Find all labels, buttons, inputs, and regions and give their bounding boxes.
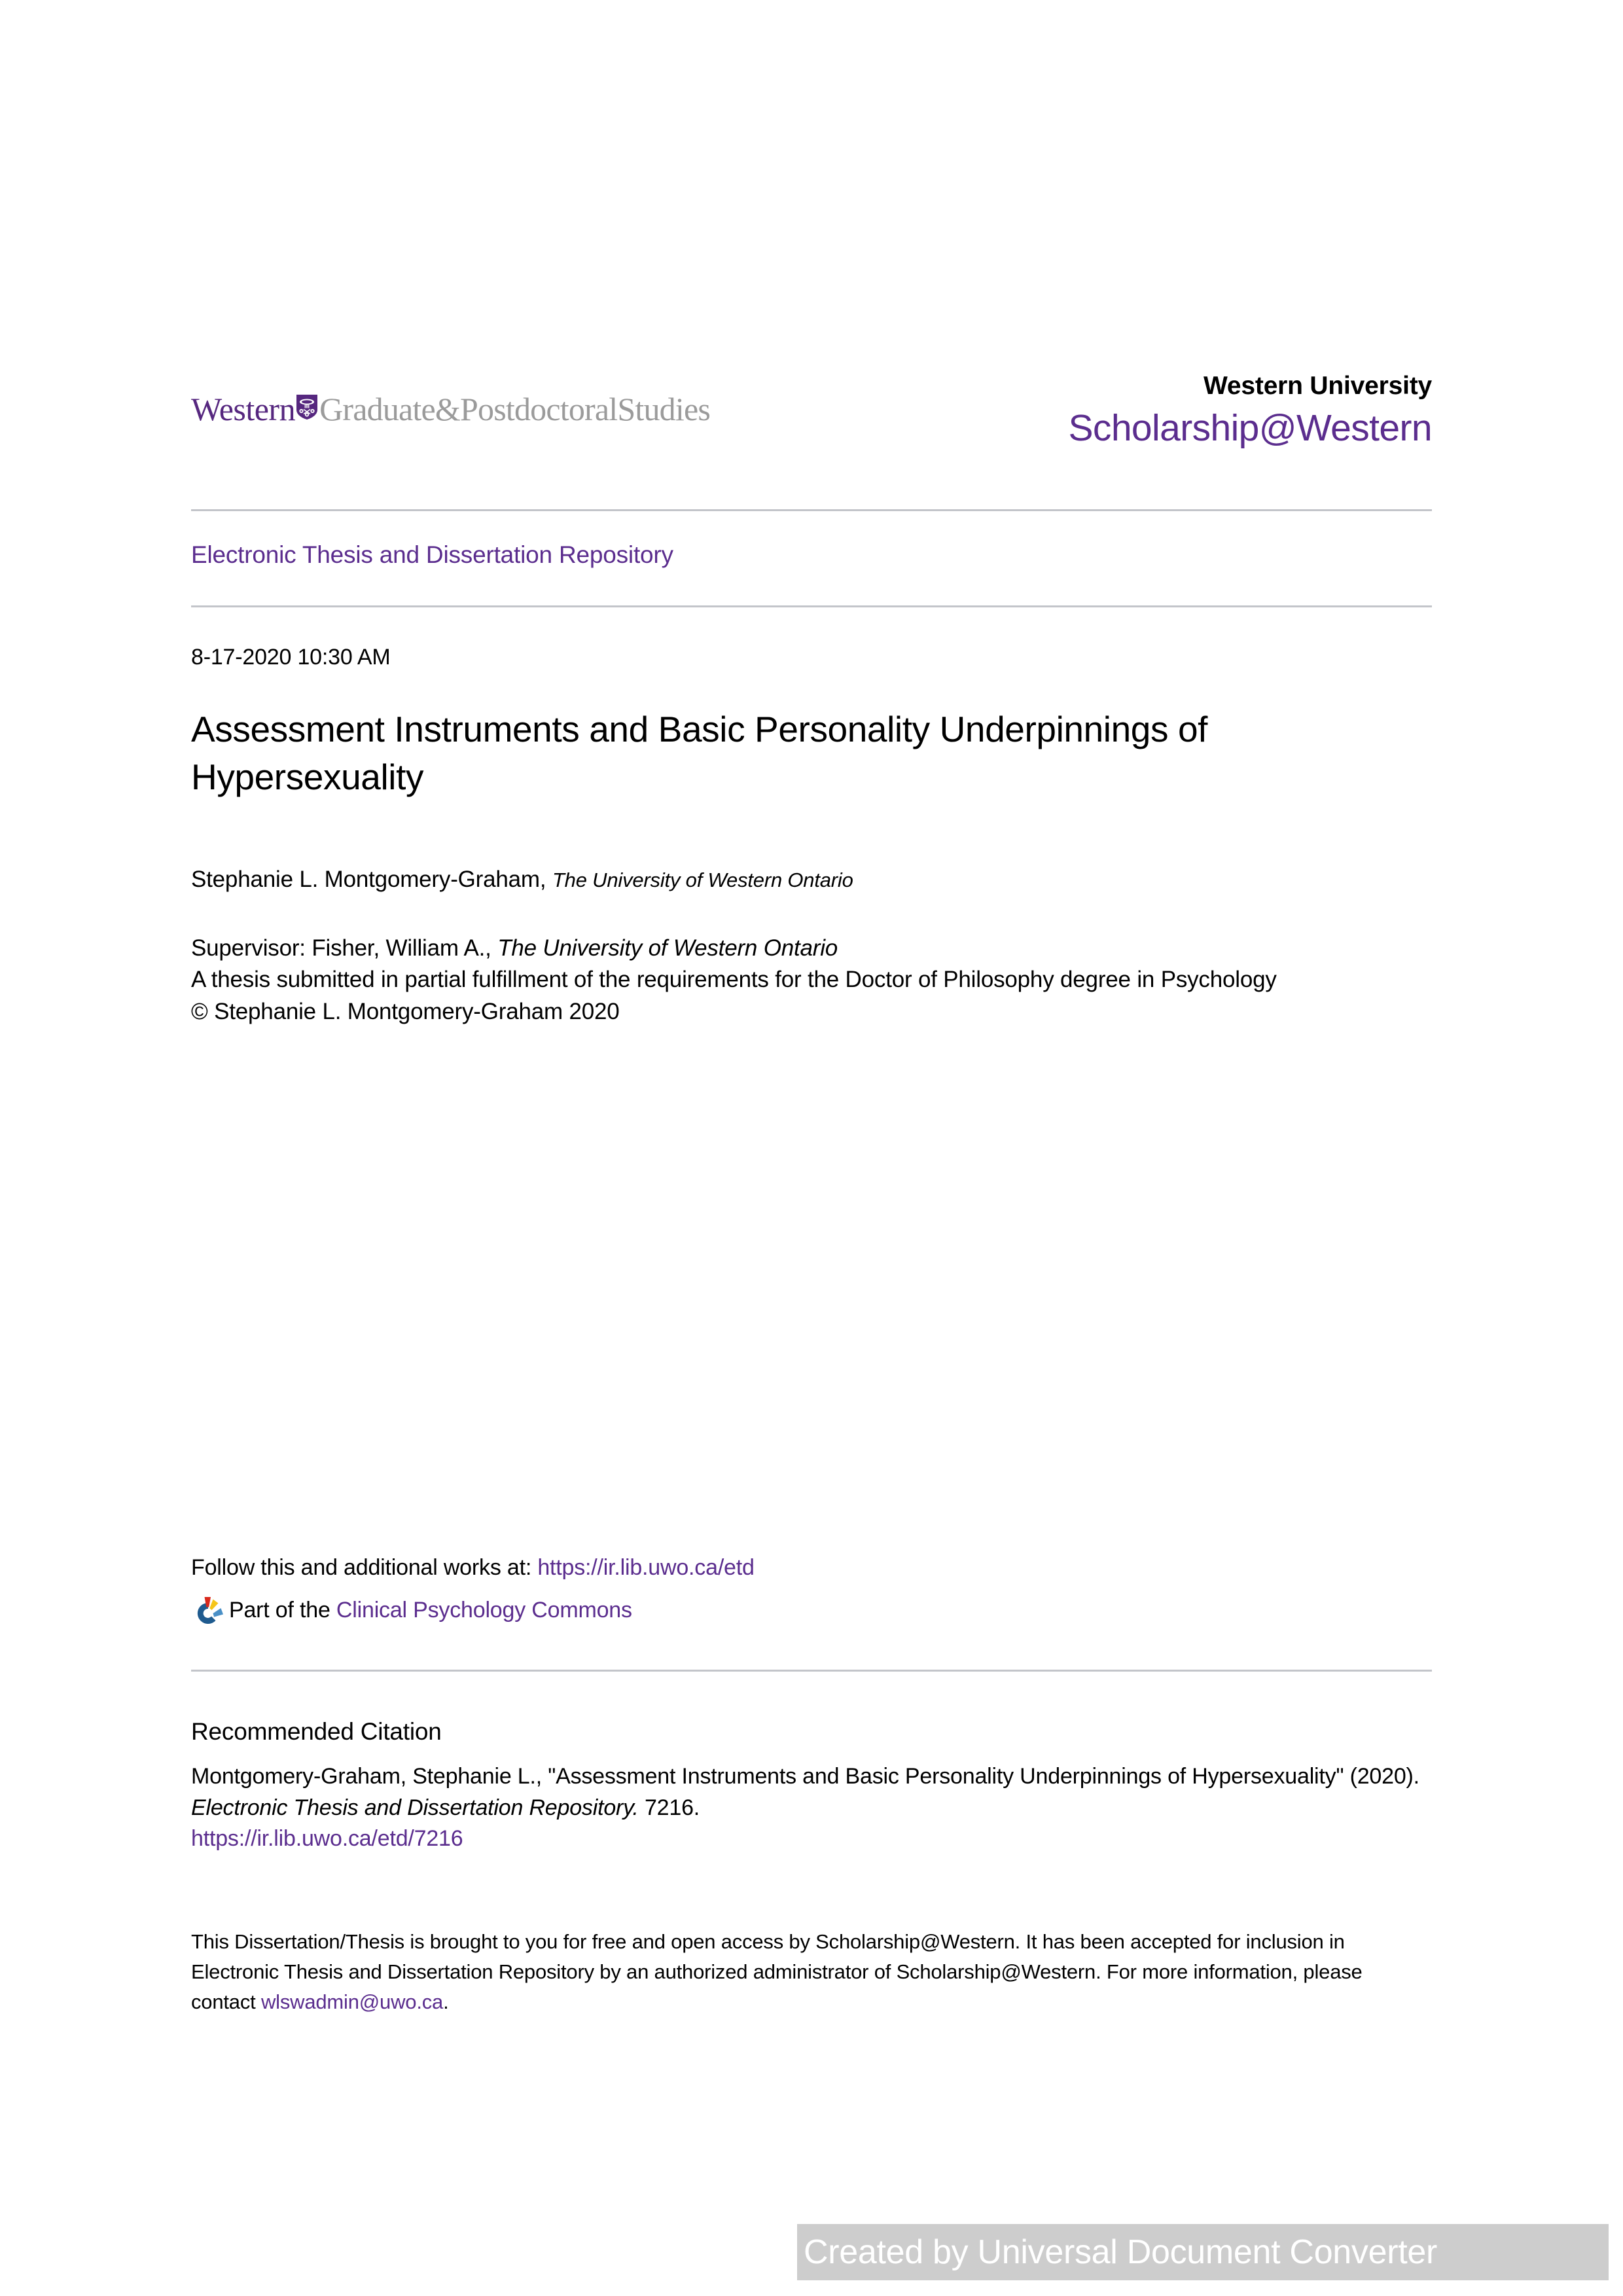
author-line [191, 867, 853, 893]
brand-right-block [1069, 373, 1432, 448]
author-affiliation: The University of Western Ontario [552, 869, 853, 891]
digital-commons-logo-icon [191, 1594, 225, 1628]
access-statement-period: . [443, 1990, 449, 2013]
recommended-citation-heading: Recommended Citation [191, 1718, 442, 1745]
copyright-line: © Stephanie L. Montgomery-Graham 2020 [191, 998, 620, 1024]
western-shield-crest-icon [296, 394, 318, 420]
degree-statement: A thesis submitted in partial fulfillment of the requirements for the Doctor of Philosophy degree in Psychology [191, 967, 1277, 993]
logo-western-wordmark: Western [191, 391, 296, 427]
repository-name-link[interactable]: Electronic Thesis and Dissertation Repository [191, 541, 673, 568]
supervisor-and-degree-block [191, 933, 1435, 1028]
citation-permalink-wrapper [191, 1826, 463, 1852]
divider-top [191, 509, 1432, 511]
divider-under-repository [191, 605, 1432, 607]
citation-source: Electronic Thesis and Dissertation Repository. [191, 1795, 639, 1821]
supervisor-affiliation: The University of Western Ontario [497, 935, 838, 961]
follow-prefix-text: Follow this and additional works at: [191, 1555, 532, 1580]
author-name: Stephanie L. Montgomery-Graham, [191, 867, 546, 892]
western-gps-logo[interactable] [191, 390, 710, 428]
scholarship-western-brand[interactable]: Scholarship@Western [1068, 406, 1432, 449]
university-name: Western University [1204, 372, 1432, 400]
part-of-prefix-text: Part of the [229, 1597, 330, 1623]
citation-permalink[interactable]: https://ir.lib.uwo.ca/etd/7216 [191, 1826, 463, 1851]
clinical-psychology-commons-link[interactable]: Clinical Psychology Commons [336, 1597, 632, 1623]
watermark-text: Created by Universal Document Converter [804, 2233, 1438, 2271]
divider-above-citation [191, 1670, 1432, 1672]
supervisor-line [191, 933, 1435, 964]
watermark-banner [797, 2224, 1609, 2280]
citation-record-number: 7216. [644, 1795, 700, 1821]
access-statement-text: This Dissertation/Thesis is brought to you for free and open access by Scholarship@Western. It has been accepted for inclusion in Electronic Thesis and Dissertation Repository by an authorized administrator of Scholarship@Western. For more information, please contact [191, 1930, 1363, 2013]
supervisor-label: Supervisor: Fisher, William A., [191, 935, 491, 961]
page-title: Assessment Instruments and Basic Personality Underpinnings of Hypersexuality [191, 709, 1208, 797]
recommended-citation-body [191, 1761, 1435, 1824]
access-statement [191, 1927, 1421, 2017]
publication-date: 8-17-2020 10:30 AM [191, 645, 391, 670]
follow-works-line [191, 1555, 755, 1581]
masthead [191, 373, 1432, 484]
citation-author-title: Montgomery-Graham, Stephanie L., "Assessment Instruments and Basic Personality Underpinnings of Hypersexuality" (2020). [191, 1764, 1419, 1789]
commons-line [191, 1593, 632, 1627]
logo-gps-wordmark: Graduate&PostdoctoralStudies [319, 391, 711, 427]
etd-collection-link[interactable]: https://ir.lib.uwo.ca/etd [537, 1555, 755, 1580]
contact-email-link[interactable]: wlswadmin@uwo.ca [260, 1990, 444, 2013]
